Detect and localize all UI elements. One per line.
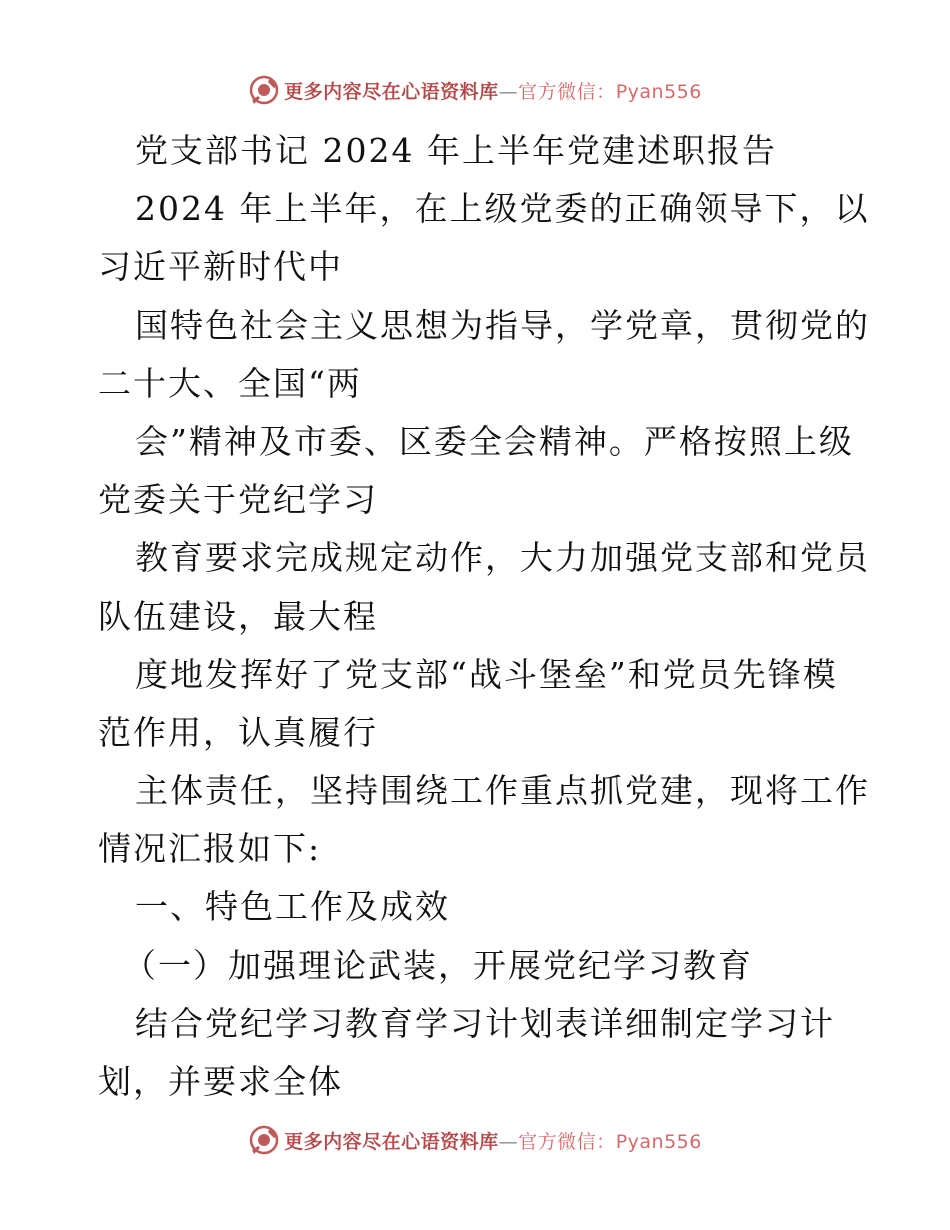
header-watermark bbox=[0, 72, 950, 108]
document-title: 党支部书记 2024 年上半年党建述职报告 bbox=[135, 131, 777, 170]
subsection-heading: （一）加强理论武装，开展党纪学习教育 bbox=[123, 945, 753, 985]
paragraph-line: 党委关于党纪学习 bbox=[98, 480, 378, 520]
paragraph-line: 队伍建设，最大程 bbox=[98, 596, 378, 636]
paragraph-line: 习近平新时代中 bbox=[98, 247, 343, 287]
paragraph-line: 教育要求完成规定动作，大力加强党支部和党员 bbox=[135, 538, 870, 578]
paragraph-line: 二十大、全国“两 bbox=[98, 363, 362, 403]
paragraph-line: 2024 年上半年，在上级党委的正确领导下，以 bbox=[135, 189, 870, 229]
section-heading: 一、特色工作及成效 bbox=[135, 887, 450, 927]
paragraph-line: 结合党纪学习教育学习计划表详细制定学习计 bbox=[135, 1003, 835, 1043]
brand-logo-icon bbox=[248, 74, 280, 106]
footer-watermark bbox=[0, 1122, 950, 1158]
paragraph-line: 国特色社会主义思想为指导，学党章，贯彻党的 bbox=[135, 305, 870, 345]
paragraph-line: 度地发挥好了党支部“战斗堡垒”和党员先锋模 bbox=[135, 654, 838, 694]
paragraph-line: 会”精神及市委、区委全会精神。严格按照上级 bbox=[135, 421, 854, 461]
paragraph-line: 主体责任，坚持围绕工作重点抓党建，现将工作 bbox=[135, 771, 870, 811]
watermark-text: 更多内容尽在心语资料库—官方微信：Pyan556 bbox=[284, 1130, 702, 1153]
document-body bbox=[98, 122, 870, 1111]
paragraph-line: 划，并要求全体 bbox=[98, 1062, 343, 1101]
brand-logo-icon bbox=[248, 1124, 280, 1156]
paragraph-line: 情况汇报如下: bbox=[98, 829, 322, 869]
paragraph-line: 范作用，认真履行 bbox=[98, 712, 378, 752]
watermark-text: 更多内容尽在心语资料库—官方微信：Pyan556 bbox=[284, 80, 702, 103]
